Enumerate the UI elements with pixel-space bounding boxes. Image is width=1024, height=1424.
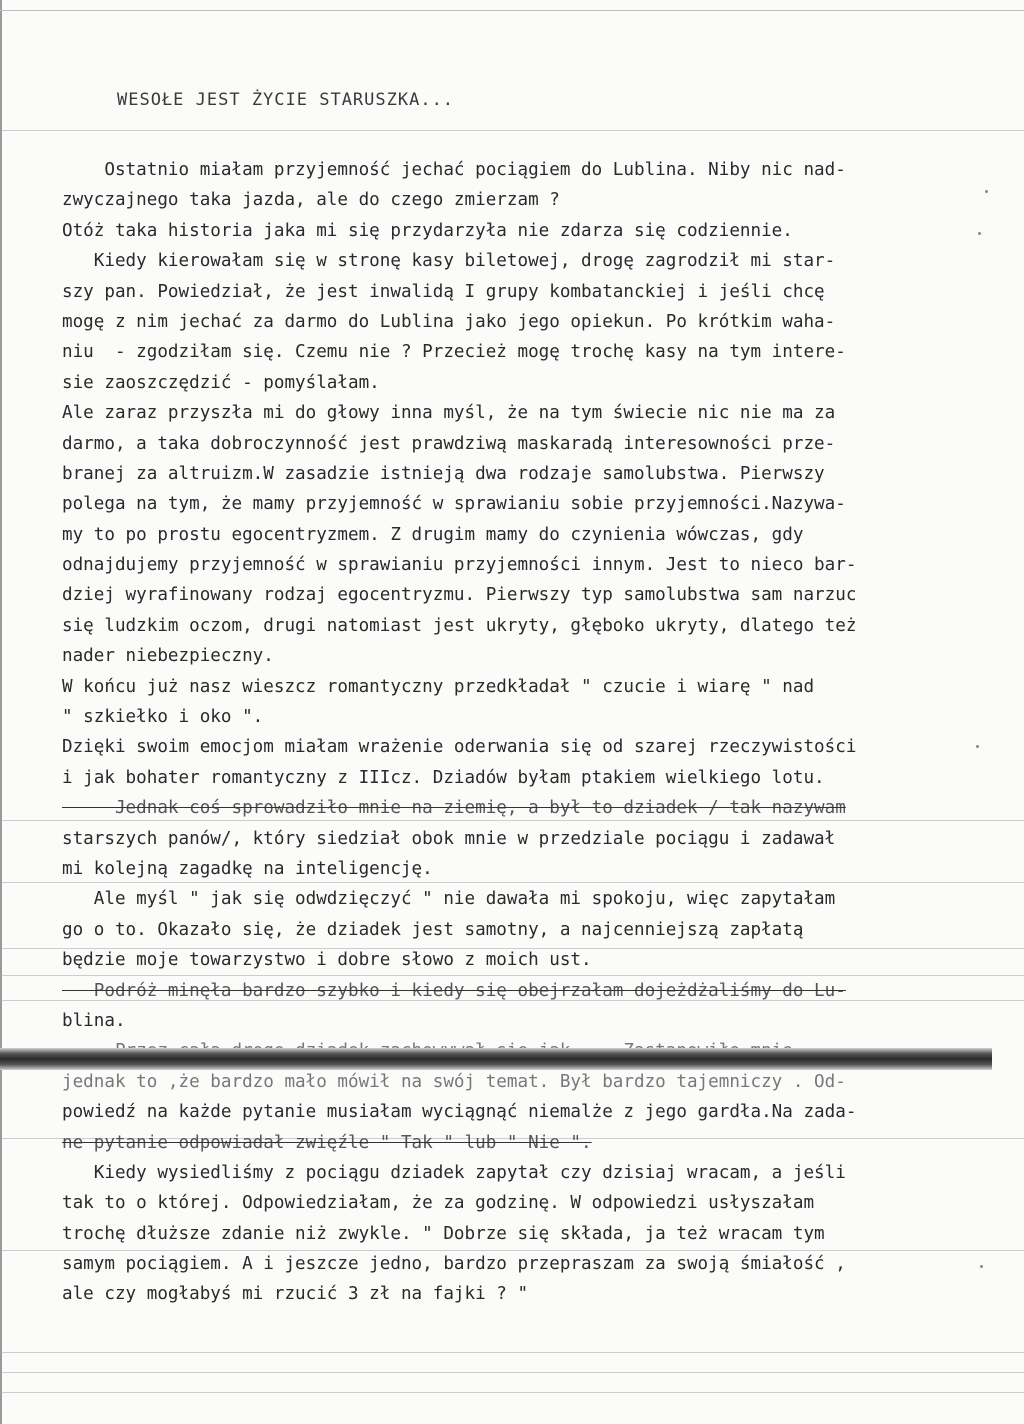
- document-body: [62, 155, 967, 1310]
- text-line: " szkiełko i oko ".: [62, 707, 264, 728]
- text-line: samym pociągiem. A i jeszcze jedno, bardzo przepraszam za swoją śmiałość ,: [62, 1254, 846, 1275]
- text-line: Ale myśl " jak się odwdzięczyć " nie dawała mi spokoju, więc zapytałam: [62, 889, 836, 910]
- page-edge-top: [0, 10, 1024, 11]
- scan-smear-band: [0, 1048, 992, 1070]
- text-line: nader niebezpieczny.: [62, 646, 274, 667]
- text-line: szy pan. Powiedział, że jest inwalidą I grupy kombatanckiej i jeśli chcę: [62, 281, 825, 302]
- text-line: Podróż minęła bardzo szybko i kiedy się obejrzałam dojeżdżaliśmy do Lu-: [62, 980, 846, 1001]
- page-edge-left: [0, 0, 2, 1424]
- text-line: będzie moje towarzystwo i dobre słowo z moich ust.: [62, 950, 592, 971]
- scan-speck: [980, 1265, 983, 1268]
- text-line: niu - zgodziłam się. Czemu nie ? Przecież mogę trochę kasy na tym intere-: [62, 342, 846, 363]
- text-line: powiedź na każde pytanie musiałam wyciągnąć niemalże z jego gardła.Na zada-: [62, 1102, 857, 1123]
- text-line: się ludzkim oczom, drugi natomiast jest ukryty, głęboko ukryty, dlatego też: [62, 615, 857, 636]
- text-line: dziej wyrafinowany rodzaj egocentryzmu. Pierwszy typ samolubstwa sam narzuc: [62, 585, 857, 606]
- text-line: odnajdujemy przyjemność w sprawianiu przyjemności innym. Jest to nieco bar-: [62, 555, 857, 576]
- text-line: Kiedy wysiedliśmy z pociągu dziadek zapytał czy dzisiaj wracam, a jeśli: [62, 1162, 846, 1183]
- text-line: tak to o której. Odpowiedziałam, że za godzinę. W odpowiedzi usłyszałam: [62, 1193, 815, 1214]
- scan-speck: [976, 745, 979, 748]
- text-line: branej za altruizm.W zasadzie istnieją dwa rodzaje samolubstwa. Pierwszy: [62, 463, 825, 484]
- ruled-line: [0, 130, 1024, 131]
- ruled-line: [0, 1392, 1024, 1393]
- scan-speck: [985, 190, 988, 193]
- text-line: Ale zaraz przyszła mi do głowy inna myśl, że na tym świecie nic nie ma za: [62, 403, 836, 424]
- text-line: darmo, a taka dobroczynność jest prawdziwą maskaradą interesowności prze-: [62, 433, 836, 454]
- ruled-line: [0, 1372, 1024, 1373]
- text-line: ale czy mogłabyś mi rzucić 3 zł na fajki ? ": [62, 1284, 529, 1305]
- text-line: Jednak coś sprowadziło mnie na ziemię, a był to dziadek / tak nazywam: [62, 798, 846, 819]
- ruled-line: [0, 1352, 1024, 1353]
- scan-speck: [978, 232, 981, 235]
- text-line: i jak bohater romantyczny z IIIcz. Dziadów byłam ptakiem wielkiego lotu.: [62, 767, 825, 788]
- text-line: mogę z nim jechać za darmo do Lublina jako jego opiekun. Po krótkim waha-: [62, 311, 836, 332]
- text-line: Kiedy kierowałam się w stronę kasy biletowej, drogę zagrodził mi star-: [62, 251, 836, 272]
- document-title: WESOŁE JEST ŻYCIE STARUSZKA...: [117, 90, 455, 110]
- text-line: ne pytanie odpowiadał zwięźle " Tak " lub " Nie ".: [62, 1132, 592, 1153]
- text-line: my to po prostu egocentryzmem. Z drugim mamy do czynienia wówczas, gdy: [62, 524, 804, 545]
- text-line: W końcu już nasz wieszcz romantyczny przedkładał " czucie i wiarę " nad: [62, 676, 815, 697]
- text-line: mi kolejną zagadkę na inteligencję.: [62, 858, 433, 879]
- text-line: jednak to ,że bardzo mało mówił na swój temat. Był bardzo tajemniczy . Od-: [62, 1071, 846, 1092]
- text-line: go o to. Okazało się, że dziadek jest samotny, a najcenniejszą zapłatą: [62, 919, 804, 940]
- text-line: polega na tym, że mamy przyjemność w sprawianiu sobie przyjemności.Nazywa-: [62, 494, 846, 515]
- text-line: Dzięki swoim emocjom miałam wrażenie oderwania się od szarej rzeczywistości: [62, 737, 857, 758]
- text-line: starszych panów/, który siedział obok mnie w przedziale pociągu i zadawał: [62, 828, 836, 849]
- text-line: Otóż taka historia jaka mi się przydarzyła nie zdarza się codziennie.: [62, 220, 793, 241]
- text-line: zwyczajnego taka jazda, ale do czego zmierzam ?: [62, 190, 560, 211]
- text-line: trochę dłuższe zdanie niż zwykle. " Dobrze się składa, ja też wracam tym: [62, 1223, 825, 1244]
- text-line: Ostatnio miałam przyjemność jechać pociągiem do Lublina. Niby nic nad-: [62, 160, 846, 180]
- text-line: blina.: [62, 1010, 126, 1031]
- text-line: sie zaoszczędzić - pomyślałam.: [62, 372, 380, 393]
